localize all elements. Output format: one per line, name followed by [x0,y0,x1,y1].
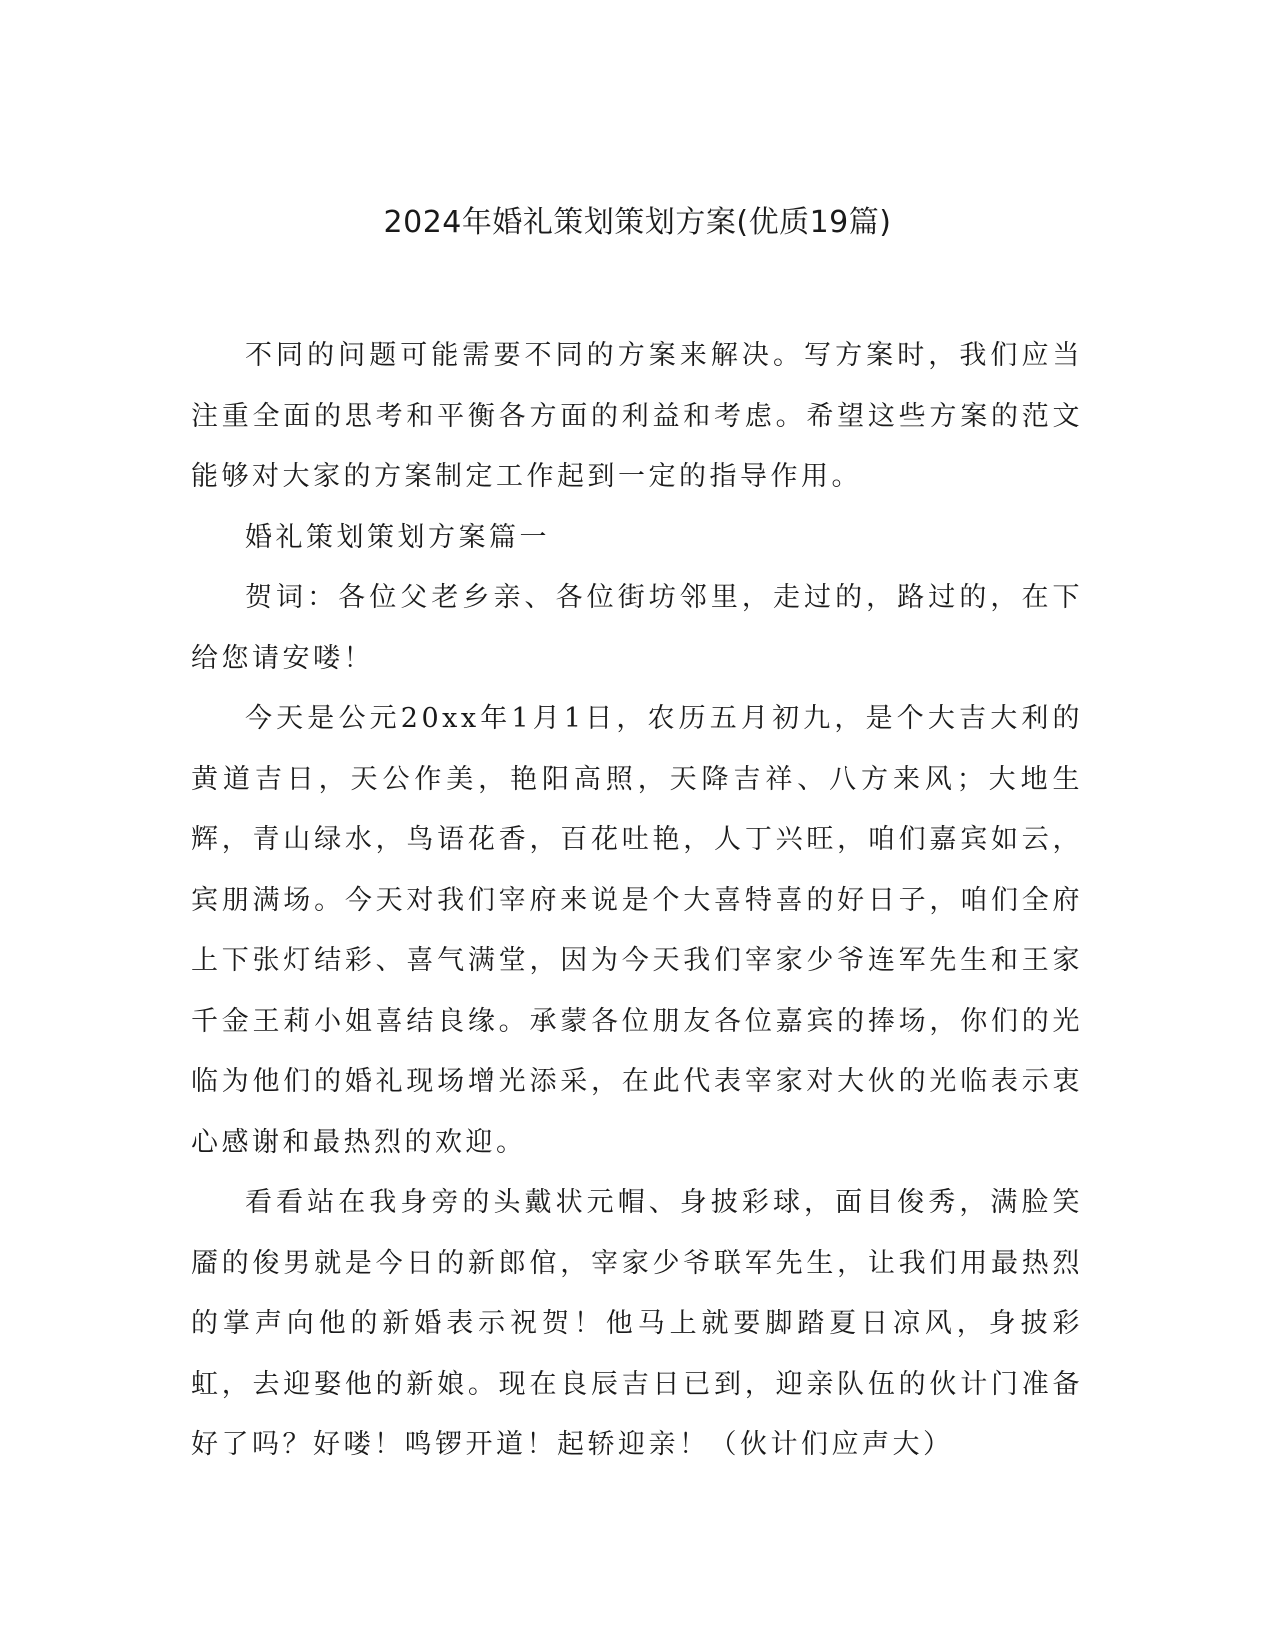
greeting-paragraph: 贺词：各位父老乡亲、各位街坊邻里，走过的，路过的，在下给您请安喽！ [191,582,1083,674]
groom-paragraph: 看看站在我身旁的头戴状元帽、身披彩球，面目俊秀，满脸笑靥的俊男就是今日的新郎倌，宰家少爷联军先生，让我们用最热烈的掌声向他的新婚表示祝贺！他马上就要脚踏夏日凉风，身披彩虹，去迎娶他的新娘。现在良辰吉日已到，迎亲队伍的伙计门准备好了吗？好喽！鸣锣开道！起轿迎亲！（伙计们应声大） [191,1187,1083,1460]
section-heading: 婚礼策划策划方案篇一 [245,521,550,553]
intro-paragraph: 不同的问题可能需要不同的方案来解决。写方案时，我们应当注重全面的思考和平衡各方面的利益和考虑。希望这些方案的范文能够对大家的方案制定工作起到一定的指导作用。 [191,340,1083,492]
date-paragraph: 今天是公元20xx年1月1日，农历五月初九，是个大吉大利的黄道吉日，天公作美，艳阳高照，天降吉祥、八方来风；大地生辉，青山绿水，鸟语花香，百花吐艳，人丁兴旺，咱们嘉宾如云，宾朋满场。今天对我们宰府来说是个大喜特喜的好日子，咱们全府上下张灯结彩、喜气满堂，因为今天我们宰家少爷连军先生和王家千金王莉小姐喜结良缘。承蒙各位朋友各位嘉宾的捧场，你们的光临为他们的婚礼现场增光添采，在此代表宰家对大伙的光临表示衷心感谢和最热烈的欢迎。 [191,703,1083,1158]
document-title: 2024年婚礼策划策划方案(优质19篇) [383,205,892,240]
document-body [191,326,1083,1476]
